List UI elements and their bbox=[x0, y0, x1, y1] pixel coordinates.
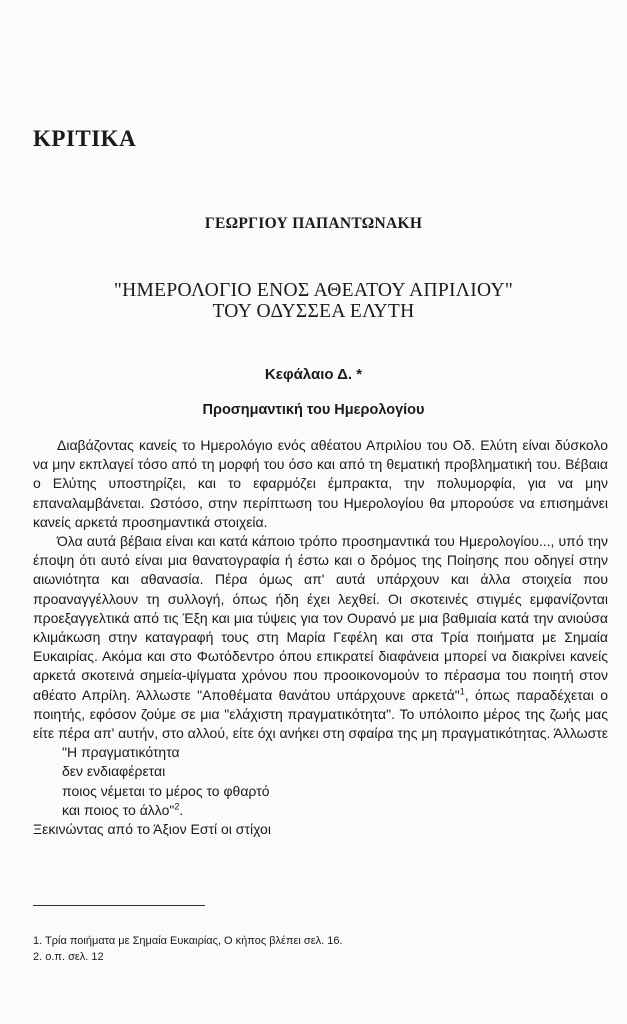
poem-line-4-text: και ποιος το άλλο" bbox=[62, 801, 175, 818]
article-title-line-2: ΤΟΥ ΟΔΥΣΣΕΑ ΕΛΥΤΗ bbox=[212, 301, 415, 322]
footnote-2: 2. ο.π. σελ. 12 bbox=[33, 951, 104, 963]
paragraph-2-part-2: , όπως παραδέχεται ο ποιητής, εφόσον ζούμε σε μια "ελάχιστη πραγματικότητα". Το υπόλοιπο μέρος της ζωής μας είτε πέρα απ' αυτήν, στο αλλού, είτε όχι ανήκει στη σφαίρα της μη πραγματικότητας. Άλλωστε bbox=[33, 686, 608, 742]
footnote-1: 1. Τρία ποιήματα με Σημαία Ευκαιρίας, Ο κήπος βλέπει σελ. 16. bbox=[33, 935, 343, 947]
section-title: ΚΡΙΤΙΚΑ bbox=[33, 126, 137, 151]
footnotes bbox=[33, 933, 343, 965]
footnote-ref-1: 1 bbox=[459, 685, 465, 696]
author-name: ΓΕΩΡΓΙΟΥ ΠΑΠΑΝΤΩΝΑΚΗ bbox=[204, 215, 423, 232]
section-subheading: Προσημαντική του Ημερολογίου bbox=[202, 402, 425, 418]
poem-line-4-end: . bbox=[179, 801, 184, 818]
article-title-line-1: "ΗΜΕΡΟΛΟΓΙΟ ΕΝΟΣ ΑΘΕΑΤΟΥ ΑΠΡΙΛΙΟΥ" bbox=[113, 280, 514, 301]
footnote-divider bbox=[33, 905, 205, 906]
poem-line-1: "Η πραγματικότητα bbox=[62, 744, 180, 761]
poem-quote bbox=[62, 743, 608, 820]
paragraph-2 bbox=[33, 532, 608, 743]
article-title bbox=[0, 280, 627, 322]
poem-line-3: ποιος νέμεται το μέρος το φθαρτό bbox=[62, 782, 270, 799]
poem-line-4 bbox=[62, 801, 608, 820]
closing-line: Ξεκινώντας από το Άξιον Εστί οι στίχοι bbox=[33, 821, 271, 838]
footnote-ref-2: 2 bbox=[174, 801, 180, 812]
article-body bbox=[33, 436, 608, 839]
poem-line-2: δεν ενδιαφέρεται bbox=[62, 763, 166, 780]
chapter-heading: Κεφάλαιο Δ. * bbox=[264, 366, 363, 383]
paragraph-1: Διαβάζοντας κανείς το Ημερολόγιο ενός αθέατου Απριλίου του Οδ. Ελύτη είναι δύσκολο να μην εκπλαγεί τόσο από τη μορφή του όσο και από τη θεματική προβληματική του. Βέβαια ο Ελύτης υποστηρίζει, και το εφαρμόζει έμπρακτα, την πολυμορφία, για να μην επαναλαμβάνεται. Ωστόσο, στην περίπτωση του Ημερολογίου θα μπορούσε να επισημάνει κανείς αρκετά προσημαντικά στοιχεία. bbox=[33, 437, 608, 530]
paragraph-2-part-1: Όλα αυτά βέβαια είναι και κατά κάποιο τρόπο προσημαντικά του Ημερολογίου..., υπό την έποψη ότι αυτό είναι μια θανατογραφία ή έστω και ο δρόμος της Ποίησης που οδηγεί στην αιωνιότητα και αθανασία. Πέρα όμως απ' αυτά υπάρχουν και άλλα στοιχεία που προαναγγέλλουν τη συλλογή, όπως ήδη έχει λεχθεί. Οι σκοτεινές στιγμές εμφανίζονται προεξαγγελτικά από τις Έξη και μια τύψεις για τον Ουρανό με μια βαθμιαία κατά την ανιούσα κλιμάκωση στην καταγραφή τους στη Μαρία Γεφέλη και στα Τρία ποιήματα με Σημαία Ευκαιρίας. Ακόμα και στο Φωτόδεντρο όπου επικρατεί διαφάνεια μπορεί να διακρίνει κανείς αρκετά σκοτεινά σημεία-ψίγματα χρόνου που προοικονομούν το πέρασμα του ποιητή στον αθέατο Απρίλη. Άλλωστε "Αποθέματα θανάτου υπάρχουνε αρκετά" bbox=[33, 533, 608, 703]
